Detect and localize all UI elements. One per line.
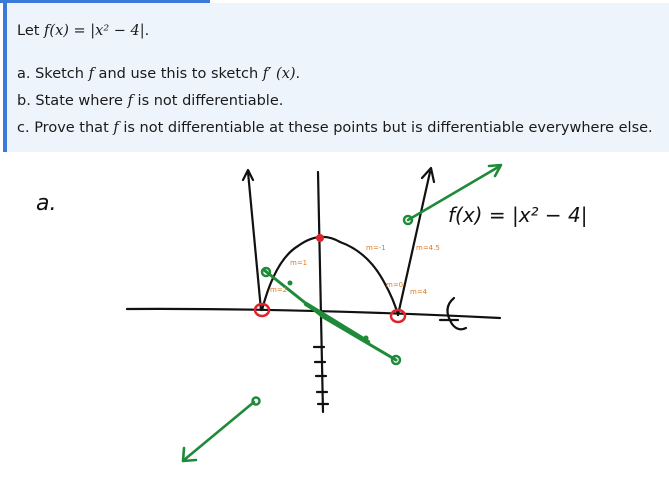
slope-note: m=4: [410, 288, 428, 296]
axes: [127, 172, 500, 412]
x-axis-arrow: [447, 298, 466, 329]
left-branch: [248, 172, 261, 310]
part-c: c. Prove that f is not differentiable at these points but is differentiable everywhere else.: [17, 120, 653, 136]
problem-intro: Let f(x) = |x² − 4|.: [17, 23, 150, 39]
sketch-part-label: a.: [36, 191, 57, 216]
handwritten-sketch: [0, 152, 669, 495]
function-definition: f(x) = |x² − 4|: [44, 23, 145, 39]
derivative-left-branch: [184, 402, 254, 460]
derivative-bold-segment: [306, 304, 368, 342]
derivative-dot-1: [288, 281, 293, 286]
problem-statement: [3, 3, 669, 152]
slope-note: m=1: [290, 259, 308, 267]
part-b: b. State where f is not differentiable.: [17, 93, 284, 109]
slope-note: m=4.5: [416, 244, 440, 252]
part-a: a. Sketch f and use this to sketch f′ (x).: [17, 66, 301, 82]
vertex-point: [316, 234, 324, 242]
derivative-dot-2: [364, 336, 369, 341]
equation-label: f(x) = |x² − 4|: [448, 203, 588, 227]
slope-note: m=0: [386, 281, 404, 289]
slope-note: m=-1: [366, 244, 386, 252]
slope-note: m=2: [270, 286, 288, 294]
slope-notes: [270, 244, 440, 296]
derivative-open-bottom: [253, 398, 260, 405]
derivative-middle-line: [264, 270, 396, 360]
